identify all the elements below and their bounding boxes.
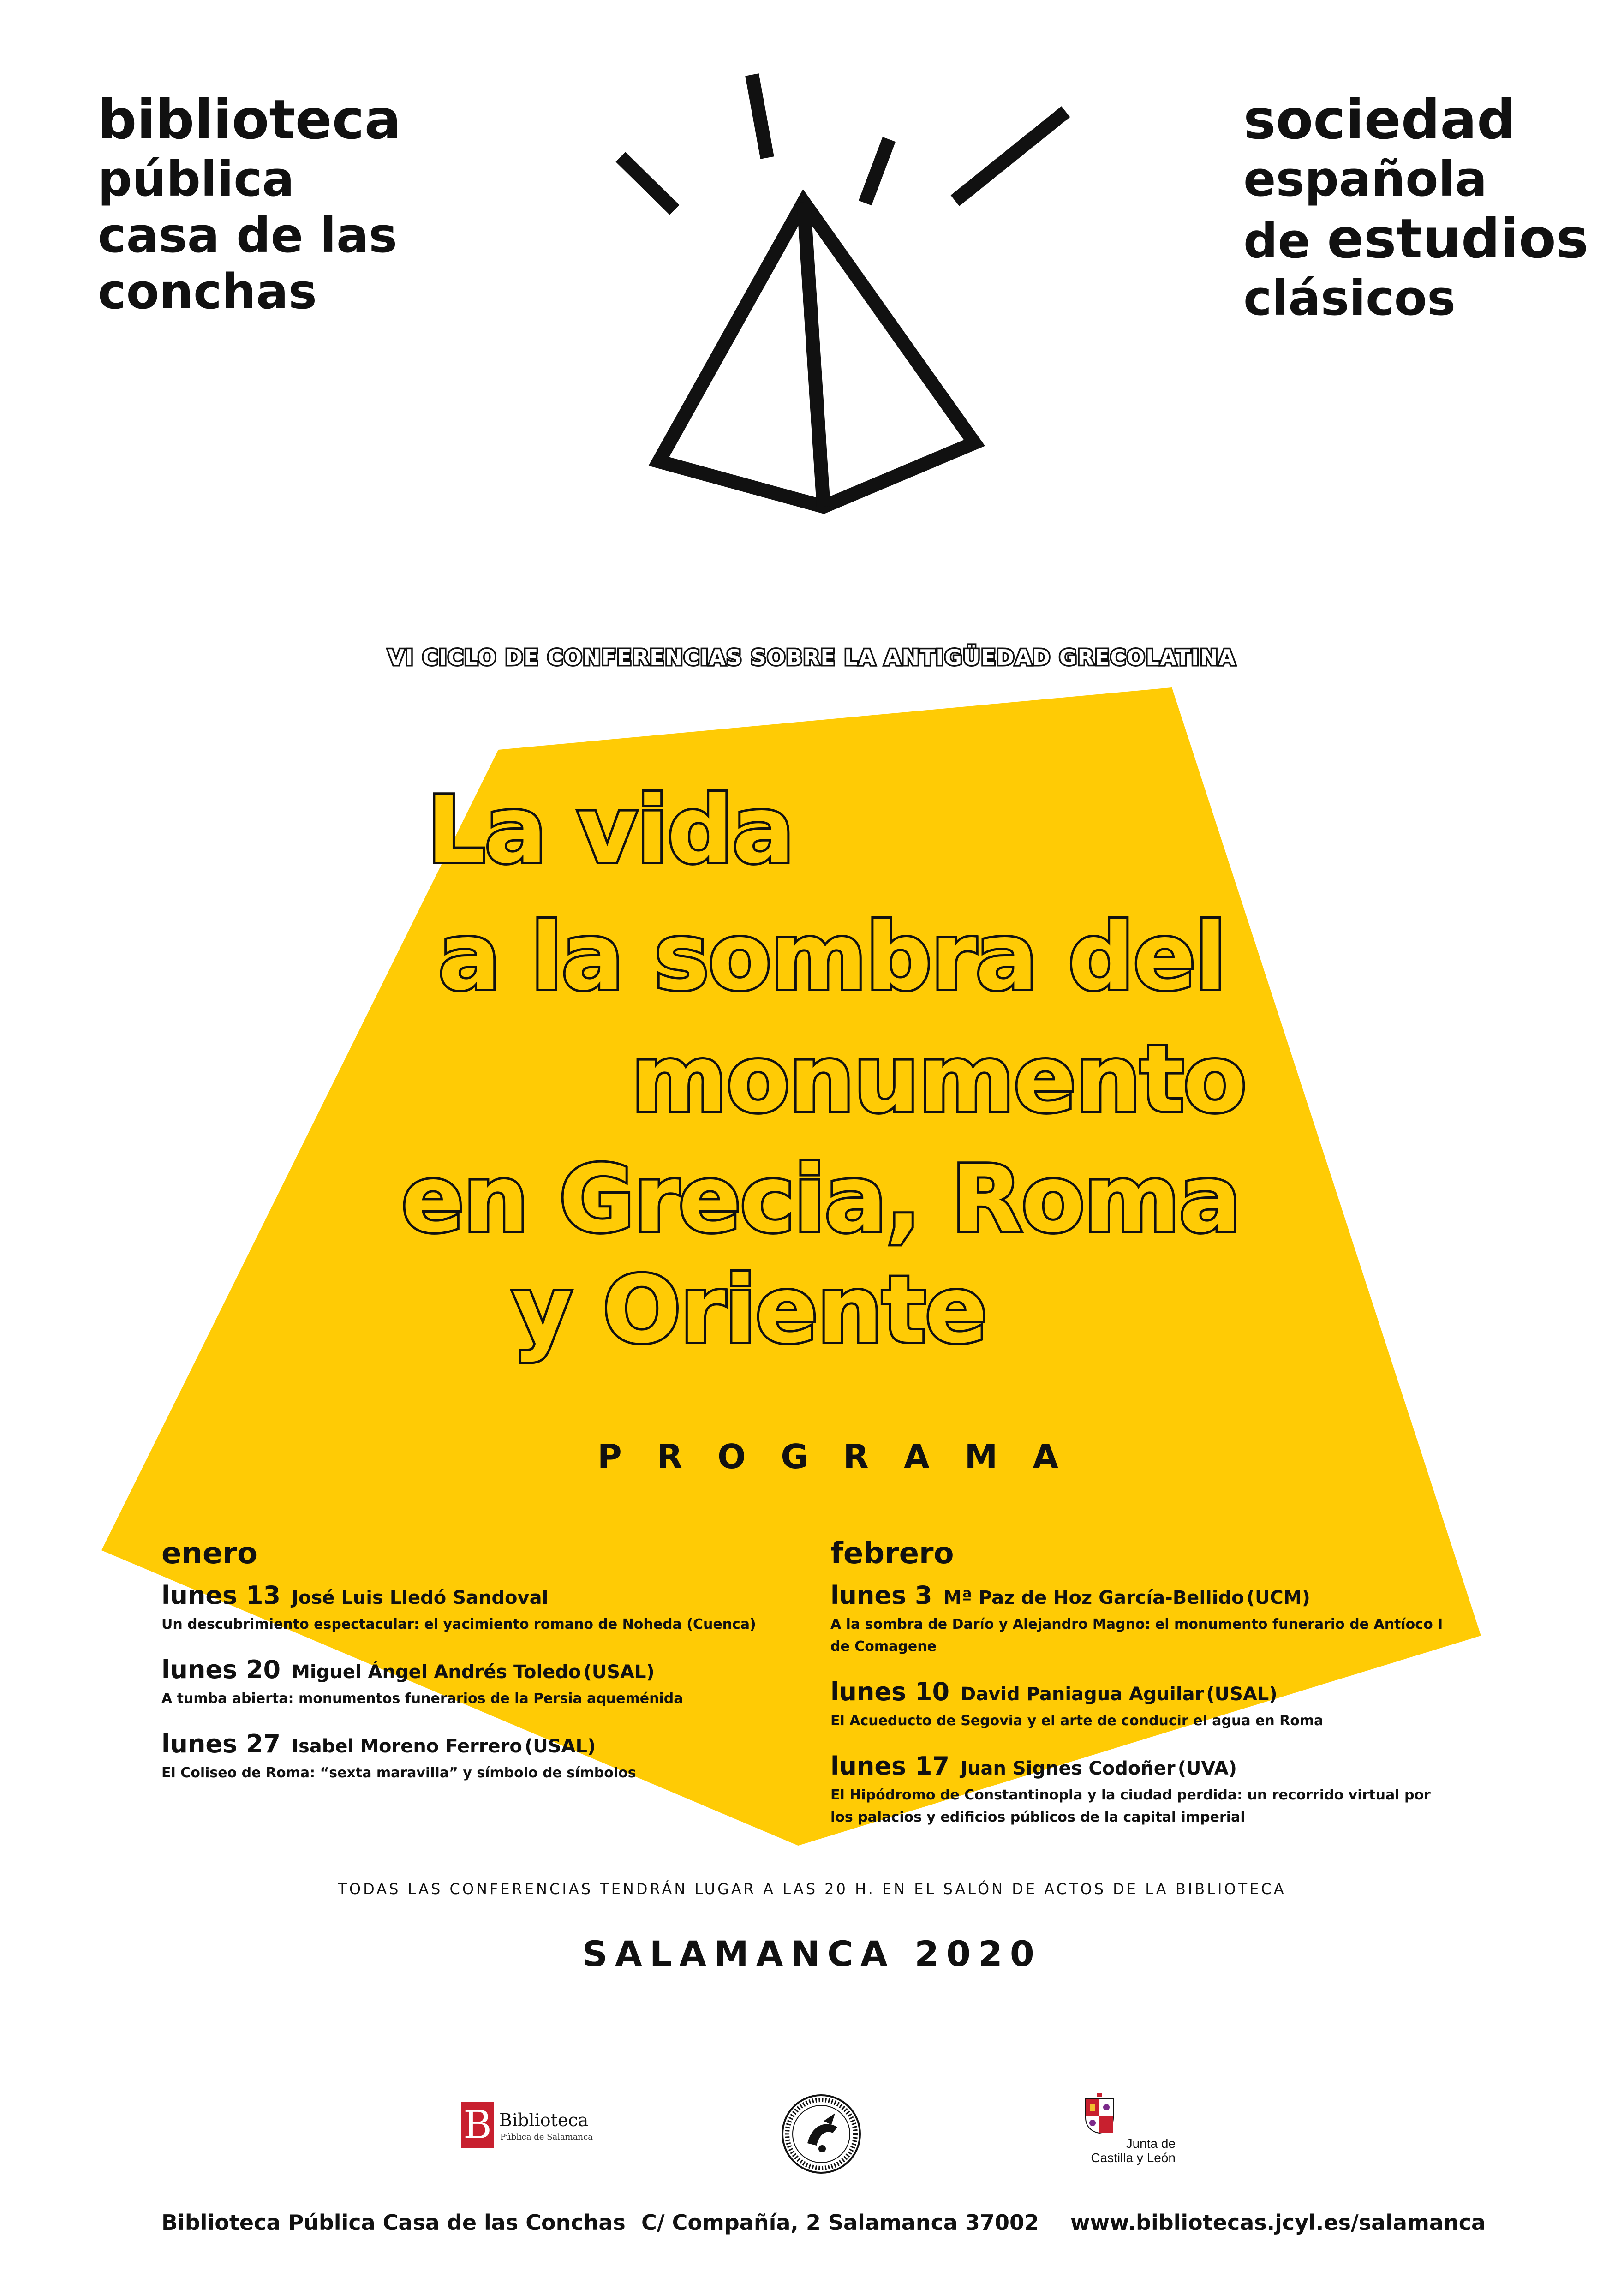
event-title: El Coliseo de Roma: “sexta maravilla” y símbolo de símbolos bbox=[161, 1765, 636, 1781]
event-title: El Hipódromo de Constantinopla y la ciudad perdida: un recorrido virtual por los palacios y edificios públicos de la capital imperial bbox=[830, 1787, 1431, 1825]
event-title: A tumba abierta: monumentos funerarios de la Persia aqueménida bbox=[161, 1691, 683, 1707]
library-name-line4: conchas bbox=[98, 263, 317, 320]
society-name-estudios: estudios bbox=[1327, 207, 1589, 270]
biblioteca-logo-initial: B bbox=[461, 2102, 494, 2148]
society-seal-icon bbox=[780, 2092, 863, 2175]
main-title-line5: y Oriente bbox=[512, 1256, 987, 1364]
event-date: lunes 13 bbox=[161, 1581, 281, 1610]
junta-logo-line1: Junta de bbox=[1126, 2136, 1176, 2151]
society-name-line3 bbox=[1243, 207, 1589, 270]
month-heading: febrero bbox=[830, 1536, 954, 1571]
city-year: SALAMANCA 2020 bbox=[582, 1933, 1042, 1974]
society-name-line4: clásicos bbox=[1243, 270, 1456, 326]
event-item bbox=[161, 1655, 830, 1710]
society-name-line2: española bbox=[1243, 151, 1487, 207]
biblioteca-logo-name: Biblioteca bbox=[499, 2110, 589, 2130]
month-heading: enero bbox=[161, 1536, 257, 1571]
footer-library: Biblioteca Pública Casa de las Conchas bbox=[161, 2210, 626, 2235]
event-date: lunes 17 bbox=[830, 1751, 950, 1781]
month-column-enero bbox=[161, 1536, 830, 1804]
library-name-line1: biblioteca bbox=[98, 88, 401, 151]
event-title: A la sombra de Darío y Alejandro Magno: el monumento funerario de Antíoco I de Comagene bbox=[830, 1616, 1443, 1655]
main-title-line2: a la sombra del bbox=[438, 903, 1226, 1011]
event-item bbox=[161, 1729, 830, 1784]
main-title-line1: La vida bbox=[427, 777, 794, 884]
coat-of-arms-icon bbox=[1083, 2092, 1116, 2134]
event-item bbox=[161, 1581, 830, 1636]
event-speaker: Mª Paz de Hoz García-Bellido bbox=[943, 1587, 1244, 1608]
series-title: VI CICLO DE CONFERENCIAS SOBRE LA ANTIGÜEDAD GRECOLATINA bbox=[388, 645, 1236, 670]
society-name-line1: sociedad bbox=[1243, 88, 1516, 151]
main-title-line3: monumento bbox=[631, 1026, 1246, 1133]
biblioteca-logo bbox=[461, 2102, 593, 2152]
main-title-line4: en Grecia, Roma bbox=[401, 1146, 1241, 1253]
event-date: lunes 3 bbox=[830, 1581, 932, 1610]
venue-note: TODAS LAS CONFERENCIAS TENDRÁN LUGAR A LAS 20 H. EN EL SALÓN DE ACTOS DE LA BIBLIOTECA bbox=[338, 1880, 1286, 1898]
event-date: lunes 20 bbox=[161, 1655, 281, 1684]
event-affiliation: (USAL) bbox=[524, 1736, 596, 1757]
event-affiliation: (UCM) bbox=[1246, 1587, 1310, 1608]
program-label: PROGRAMA bbox=[597, 1437, 1094, 1476]
footer-address: C/ Compañía, 2 Salamanca 37002 bbox=[641, 2210, 1039, 2235]
junta-logo-line2: Castilla y León bbox=[1091, 2150, 1176, 2165]
library-name-block bbox=[98, 88, 401, 320]
event-affiliation: (USAL) bbox=[1206, 1684, 1278, 1705]
event-speaker: David Paniagua Aguilar bbox=[961, 1684, 1204, 1705]
event-item bbox=[830, 1581, 1444, 1658]
society-name-de: de bbox=[1243, 213, 1310, 269]
event-item bbox=[830, 1677, 1444, 1732]
event-speaker: Juan Signes Codoñer bbox=[961, 1758, 1176, 1779]
event-affiliation: (USAL) bbox=[583, 1661, 655, 1683]
society-name-block bbox=[1243, 88, 1589, 326]
event-affiliation: (UVA) bbox=[1177, 1758, 1237, 1779]
library-name-line2: pública bbox=[98, 151, 295, 207]
event-date: lunes 10 bbox=[830, 1677, 950, 1706]
footer-website-link[interactable]: www.bibliotecas.jcyl.es/salamanca bbox=[1070, 2210, 1486, 2235]
event-date: lunes 27 bbox=[161, 1729, 281, 1758]
event-speaker: Miguel Ángel Andrés Toledo bbox=[292, 1661, 581, 1683]
biblioteca-logo-sub: Pública de Salamanca bbox=[500, 2132, 593, 2142]
event-speaker: José Luis Lledó Sandoval bbox=[292, 1587, 549, 1608]
event-title: El Acueducto de Segovia y el arte de conducir el agua en Roma bbox=[830, 1713, 1324, 1729]
event-item bbox=[830, 1751, 1444, 1829]
month-column-febrero bbox=[830, 1536, 1444, 1848]
junta-logo bbox=[1075, 2092, 1176, 2171]
library-name-line3: casa de las bbox=[98, 207, 398, 263]
pyramid-emblem-icon bbox=[591, 60, 1126, 521]
event-title: Un descubrimiento espectacular: el yacimiento romano de Noheda (Cuenca) bbox=[161, 1616, 756, 1632]
event-speaker: Isabel Moreno Ferrero bbox=[292, 1736, 522, 1757]
